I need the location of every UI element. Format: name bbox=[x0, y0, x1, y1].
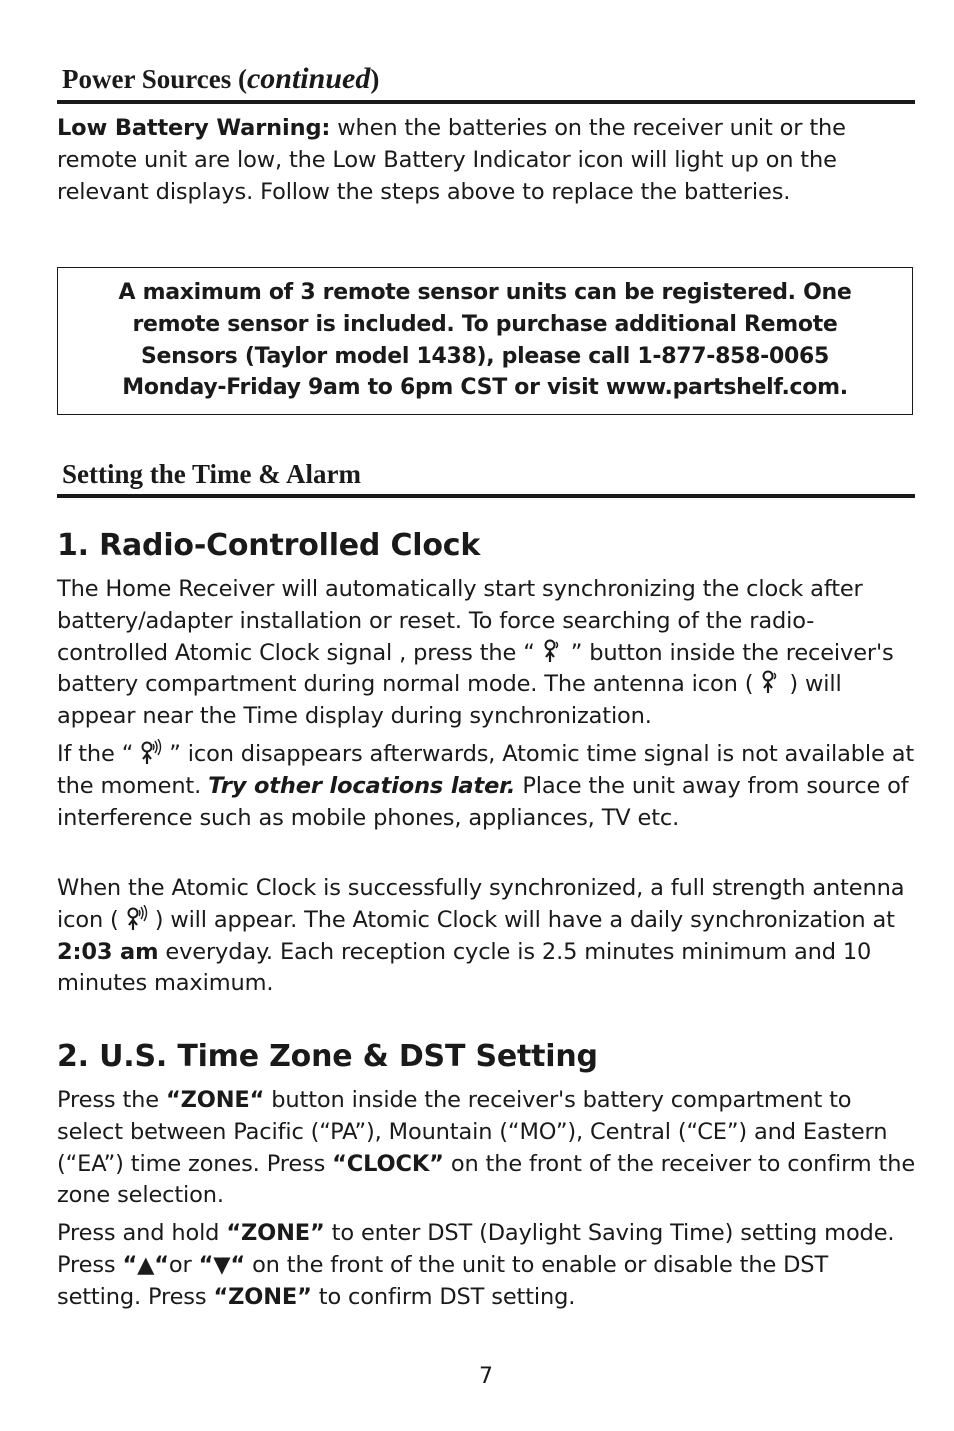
zone-button-label: “ZONE” bbox=[226, 1220, 325, 1246]
radio-clock-heading: 1. Radio-Controlled Clock bbox=[57, 528, 481, 563]
clock-button-label: “CLOCK” bbox=[332, 1150, 444, 1177]
time-zone-paragraph-1: Press the “ZONE“ button inside the receiver's battery compartment to select between Pacific (“PA”), Mountain (“MO”), Central (“CE”) and Eastern (“EA”) time zones. Press “CLOCK” on the front of the receiver to confirm the zone selection. bbox=[57, 1087, 916, 1209]
antenna-full-strength-icon bbox=[126, 905, 148, 931]
radio-clock-paragraph-2: If the “ ” icon disappears afterwards, Atomic time signal is not available at the moment. Try other locations later. Place the unit away from source of interference such as mobile phones, appliances, TV etc. bbox=[57, 741, 915, 831]
radio-clock-paragraph-3: When the Atomic Clock is successfully synchronized, a full strength antenna icon ( ) will appear. The Atomic Clock will have a daily synchronization at 2:03 am everyday. Each reception cycle is 2.5 minutes minimum and 10 minutes maximum. bbox=[57, 875, 905, 997]
low-battery-paragraph: Low Battery Warning: when the batteries on the receiver unit or the remote unit are low, the Low Battery Indicator icon will light up on the relevant displays. Follow the steps above to replace the batteries. bbox=[57, 115, 846, 205]
notice-line: A maximum of 3 remote sensor units can be registered. One bbox=[118, 280, 852, 305]
antenna-icon bbox=[542, 638, 564, 664]
down-arrow-label: “▼“ bbox=[198, 1251, 246, 1278]
low-battery-label: Low Battery Warning: bbox=[57, 115, 331, 141]
antenna-icon bbox=[760, 669, 782, 695]
notice-line: Sensors (Taylor model 1438), please call 1-877-858-0065 bbox=[141, 343, 829, 369]
notice-box bbox=[57, 267, 913, 415]
continued-italic: continued bbox=[246, 62, 371, 95]
notice-line: remote sensor is included. To purchase additional Remote bbox=[132, 311, 838, 337]
page-number: 7 bbox=[479, 1364, 493, 1389]
radio-clock-paragraph-1: The Home Receiver will automatically start synchronizing the clock after battery/adapter installation or reset. To force searching of the radio-controlled Atomic Clock signal , press the “ ” button inside the receiver's battery compartment during normal mode. The antenna icon ( ) will appear near the Time display during synchronization. bbox=[57, 576, 894, 730]
try-later-emphasis: Try other locations later. bbox=[208, 772, 516, 799]
setting-time-header: Setting the Time & Alarm bbox=[57, 459, 915, 498]
zone-button-label: “ZONE” bbox=[213, 1283, 312, 1310]
time-zone-paragraph-2: Press and hold “ZONE” to enter DST (Daylight Saving Time) setting mode. Press “▲“or “▼“ on the front of the unit to enable or disable the DST setting. Press “ZONE” to confirm DST setting. bbox=[57, 1220, 895, 1310]
antenna-full-strength-icon bbox=[140, 739, 162, 765]
notice-line: Monday-Friday 9am to 6pm CST or visit www.partshelf.com. bbox=[122, 375, 848, 401]
up-arrow-label: “▲“ bbox=[122, 1251, 169, 1278]
zone-button-label: “ZONE“ bbox=[165, 1087, 265, 1113]
time-zone-heading: 2. U.S. Time Zone & DST Setting bbox=[57, 1039, 598, 1074]
power-sources-header: Power Sources (continued) bbox=[57, 62, 915, 104]
sync-time: 2:03 am bbox=[57, 938, 159, 965]
